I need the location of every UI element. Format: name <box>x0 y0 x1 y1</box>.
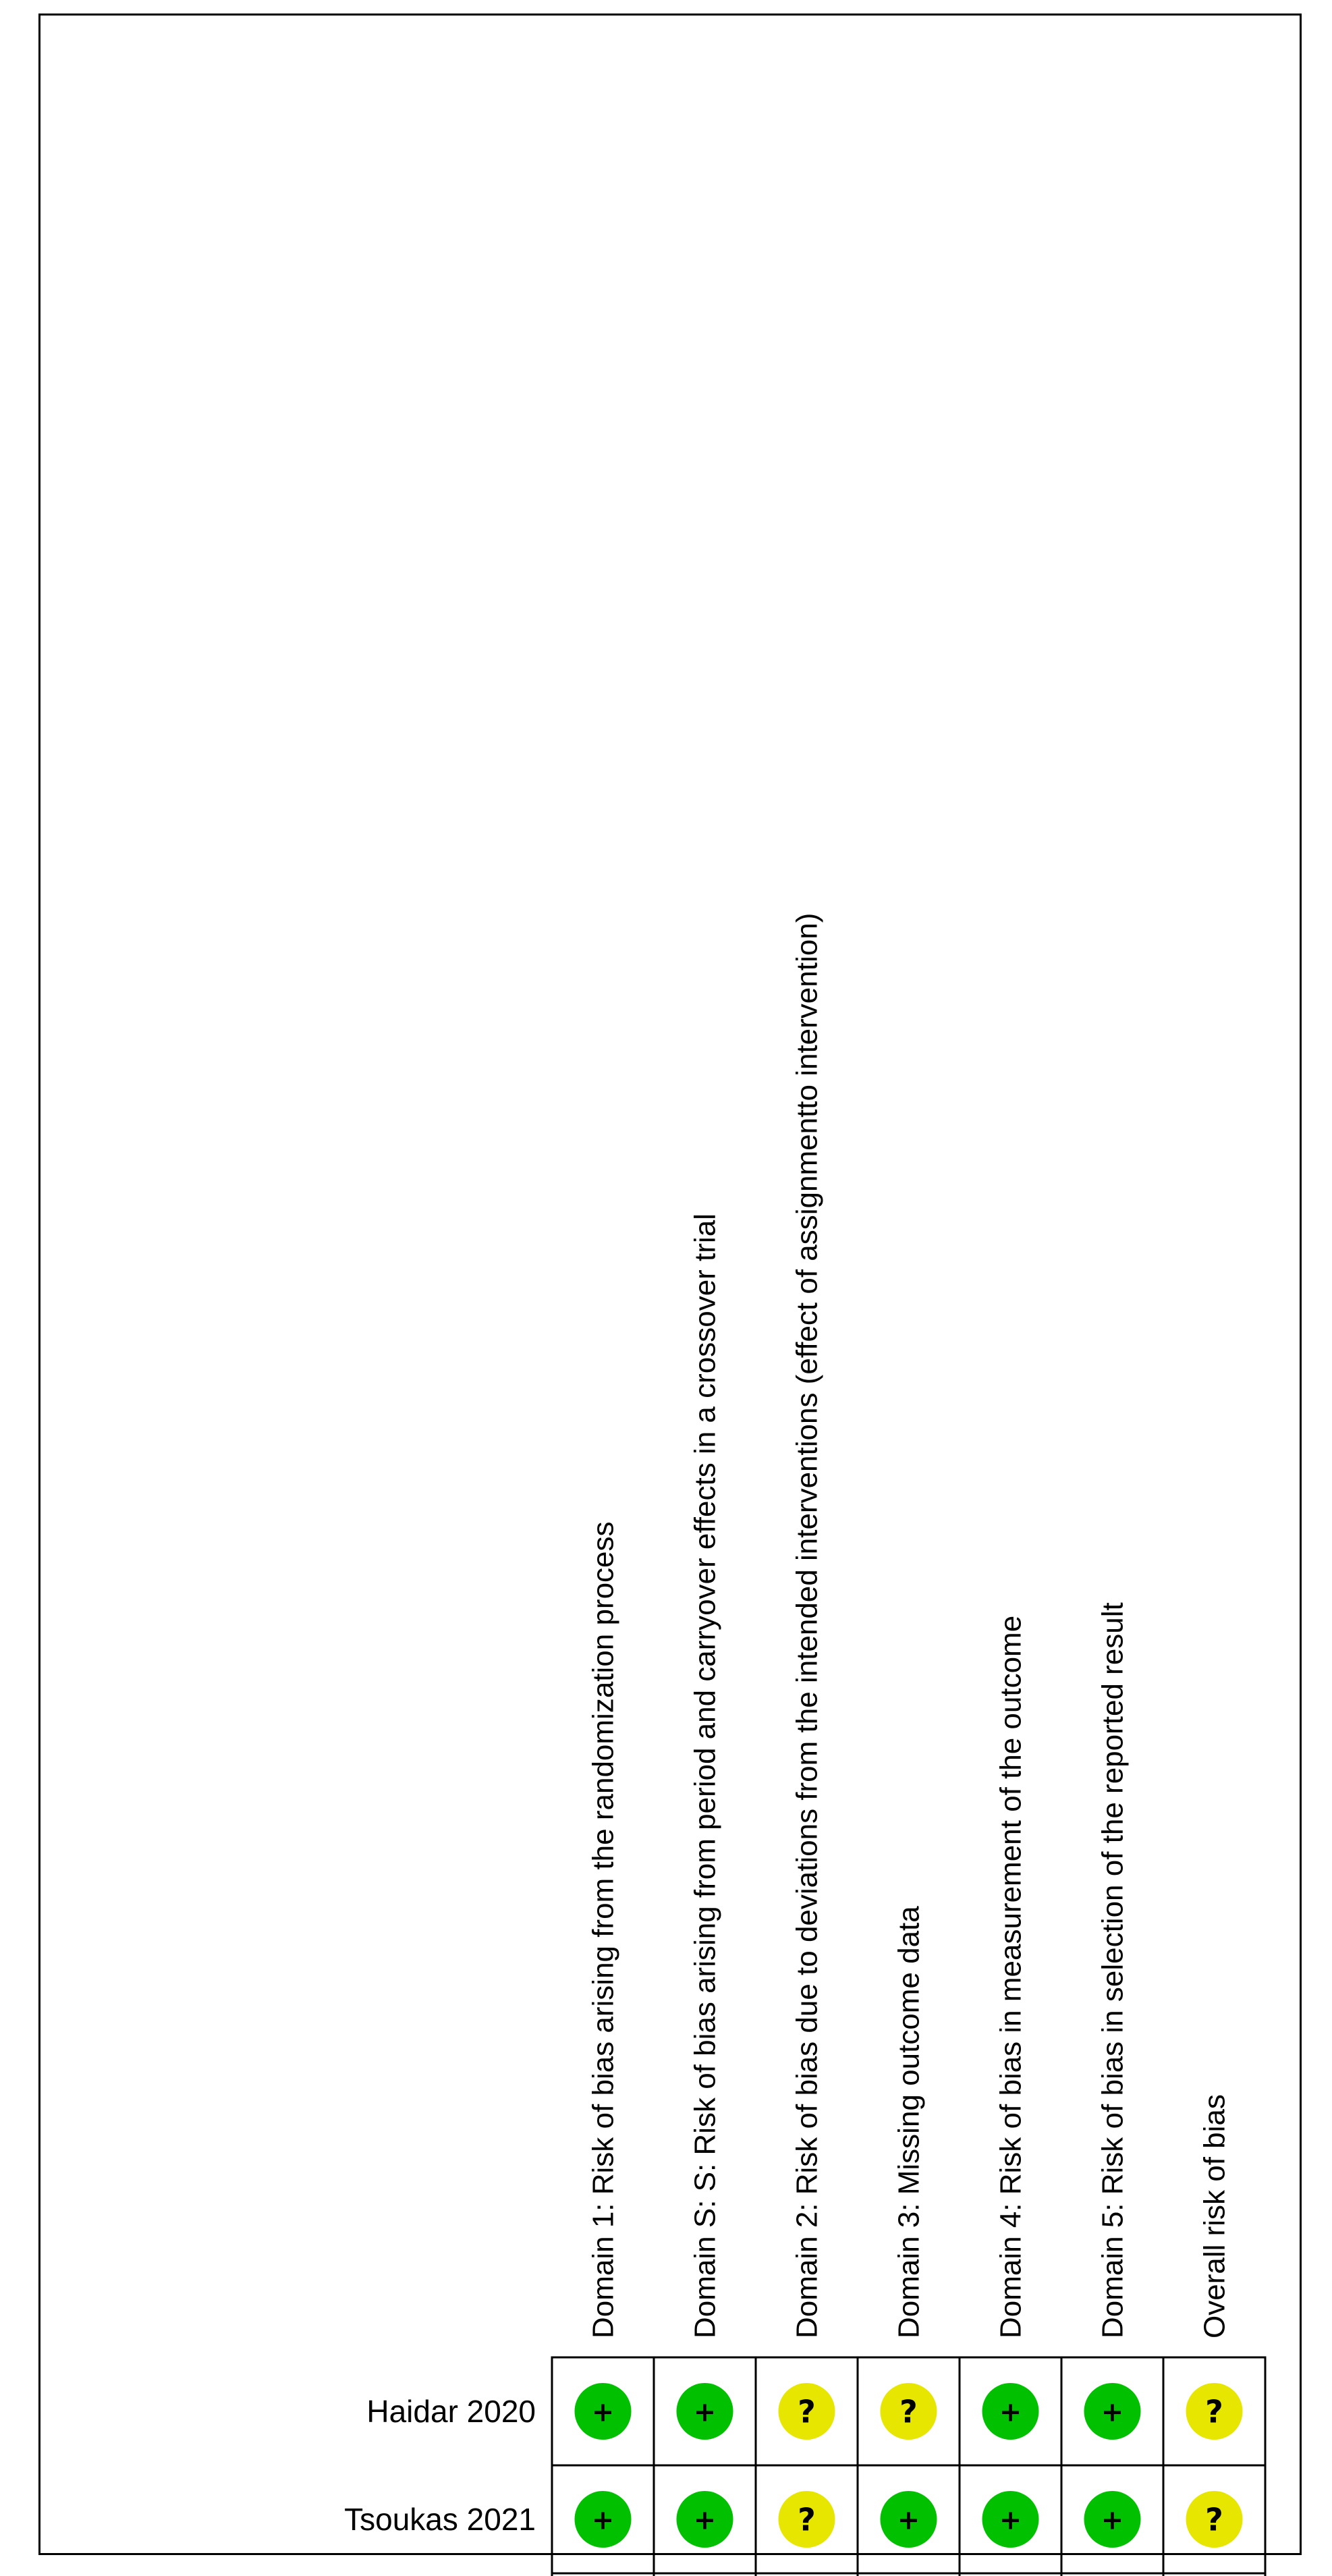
judgement-low-symbol: + <box>693 2396 717 2428</box>
judgement-low-marker <box>881 2491 937 2548</box>
judgement-low-symbol: + <box>999 2504 1022 2536</box>
study-labels <box>208 2394 536 2576</box>
judgement-low-marker <box>1084 2383 1141 2440</box>
judgement-low-marker <box>575 2491 632 2548</box>
judgement-low-symbol: + <box>1101 2396 1124 2428</box>
domain-header-label: Domain 3: Missing outcome data <box>892 1906 926 2338</box>
judgement-unclear-symbol: ? <box>1205 2393 1223 2430</box>
judgement-low-marker <box>982 2383 1039 2440</box>
judgement-low-marker <box>677 2383 733 2440</box>
judgement-cells <box>575 2383 1243 2576</box>
judgement-low-symbol: + <box>1101 2504 1124 2536</box>
judgement-low-marker <box>677 2491 733 2548</box>
domain-headers <box>587 913 1231 2338</box>
judgement-low-symbol: + <box>591 2504 615 2536</box>
judgement-unclear-symbol: ? <box>1205 2501 1223 2538</box>
judgement-unclear-symbol: ? <box>798 2393 816 2430</box>
domain-header-label: Domain 4: Risk of bias in measurement of the outcome <box>994 1615 1028 2338</box>
domain-header-label: Domain 5: Risk of bias in selection of the reported result <box>1096 1602 1130 2338</box>
study-label: Haidar 2020 <box>366 2394 536 2429</box>
domain-header-label: Domain S: S: Risk of bias arising from period and carryover effects in a crossover trial <box>688 1213 722 2338</box>
judgement-low-symbol: + <box>591 2396 615 2428</box>
judgement-unclear-marker <box>779 2491 835 2548</box>
judgement-unclear-marker <box>1186 2383 1243 2440</box>
domain-header-label: Domain 1: Risk of bias arising from the randomization process <box>586 1521 620 2338</box>
judgement-unclear-marker <box>1186 2491 1243 2548</box>
judgement-unclear-marker <box>779 2383 835 2440</box>
judgement-low-symbol: + <box>897 2504 920 2536</box>
judgement-low-marker <box>1084 2491 1141 2548</box>
study-label: Tsoukas 2021 <box>344 2502 536 2537</box>
domain-header-label: Overall risk of bias <box>1198 2094 1231 2338</box>
judgement-low-marker <box>982 2491 1039 2548</box>
judgement-low-symbol: + <box>999 2396 1022 2428</box>
judgement-low-marker <box>575 2383 632 2440</box>
domain-header-label: Domain 2: Risk of bias due to deviations from the intended interventions (effect of assignmentto intervention) <box>790 912 824 2338</box>
judgement-low-symbol: + <box>693 2504 717 2536</box>
judgement-unclear-symbol: ? <box>899 2393 918 2430</box>
judgement-unclear-symbol: ? <box>798 2501 816 2538</box>
judgement-unclear-marker <box>881 2383 937 2440</box>
